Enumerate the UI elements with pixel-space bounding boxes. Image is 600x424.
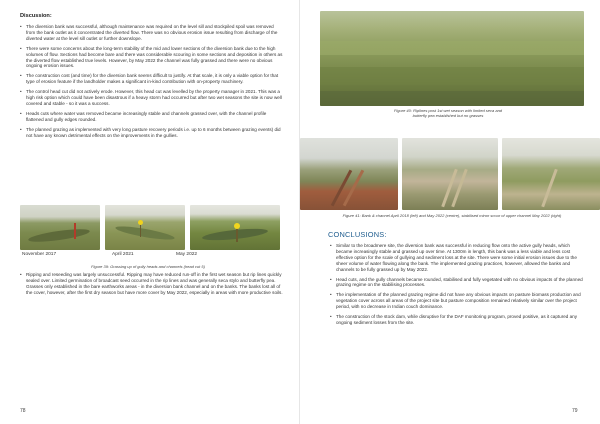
ripping-bullet-list	[20, 272, 284, 296]
gully-channel	[28, 227, 91, 245]
marker-post	[236, 228, 238, 242]
marker-post	[140, 224, 141, 237]
discussion-bullet: • The diversion bank was successful, although maintenance was required on the level sill and stockpiled spoil was removed from the bank outlet as it concentrated the diverted flow. There was no obvious erosion issue resulting from discharge of the diverted water at the level sill outlet or further downslope.	[20, 24, 284, 42]
photo-gully-2022	[190, 205, 280, 250]
conclusions-heading: CONCLUSIONS:	[328, 230, 387, 239]
photo-date-label: April 2021	[112, 252, 134, 257]
gully-channel	[115, 224, 175, 242]
conclusion-bullet: • The construction of the stock dam, while disruptive for the DAF monitoring program, proved positive, as it captured any ongoing sediment losses from the site.	[330, 314, 586, 326]
photo-riplines	[320, 11, 584, 106]
photo-date-label: May 2022	[176, 252, 198, 257]
photo-bank-2018	[300, 138, 398, 210]
figure-39-caption: Figure 39: Grassing up of gully heads and channels (head cut 5)	[91, 264, 205, 269]
discussion-bullet: • There were some concerns about the long-term stability of the mid and lower sections of the diversion bank due to the high volumes of flow. Sections had become bare and there was considerable scouring in some sections and deposition in others as the diverted flow established true levels. However, by May 2022 the channel was fully grassed and there were no obvious ongoing erosion issues.	[20, 46, 284, 70]
marker-stake	[74, 223, 76, 239]
discussion-bullet: • The planned grazing as implemented with very long pasture recovery periods i.e. up to 6 months between grazing events) did not have any known detrimental effects on the improvements in the gullies.	[20, 127, 284, 139]
figure-41-caption: Figure 41: Bank & channel April 2018 (left) and May 2022 (centre), stabilised minor scour of upper channel May 2022 (right)	[342, 213, 562, 218]
marker-cap	[138, 220, 143, 225]
discussion-bullet: • Heads cuts where water was removed became increasingly stable and channels grassed over, with the channel profile flattened and gully edges rounded.	[20, 111, 284, 123]
figure-40-caption: Figure 40: Riplines post 1st wet season with limited seca and butterfly pea established but no grasses	[393, 108, 503, 118]
page-number-left: 78	[20, 408, 26, 414]
discussion-bullet: • The control head cut did not actively erode. However, this head cut was levelled by the property manager in 2021. This was a high risk option which could have been disastrous if a heavy storm had occurred but after two wet seasons the site is now well covered and stable - so it was a success.	[20, 89, 284, 107]
photo-upper-channel-2022	[502, 138, 600, 210]
gully-channel	[202, 227, 269, 243]
discussion-bullet-list	[20, 24, 284, 143]
photo-bank-2022	[402, 138, 498, 210]
page-number-right: 79	[572, 408, 578, 414]
grassed-channel	[541, 169, 557, 208]
discussion-heading: Discussion:	[20, 13, 52, 19]
photo-gully-2021	[105, 205, 185, 250]
discussion-bullet: • The construction cost (and time) for the diversion bank seems difficult to justify. At that scale, it is only a viable option for that type of erosion feature if the landholder makes a significant in-kind contribution with on-property machinery.	[20, 73, 284, 85]
grass-band	[320, 41, 584, 55]
conclusion-bullet: • Head cuts, and the gully channels became rounded, stabilised and fully vegetated with no obvious impacts of the planned grazing regime on the stabilising processes.	[330, 277, 586, 289]
conclusion-bullet: • The implementation of the planned grazing regime did not have any obvious impacts on pasture biomass production and vegetation cover across all areas of the project site but pasture composition remained relatively similar over the project period, with no decrease in Indian couch dominance.	[330, 292, 586, 310]
conclusion-bullet: • Similar to the broadmere site, the diversion bank was successful in reducing flow onto the active gully heads, which became increasingly stable and grassed up over time. At 1300m in length, this bank was a less viable and less cost effective option for the scale of gullying and sediment loss at the site. There were some initial erosion issues due to the sheer volume of water flowing along the bank. The implemented grazing practices, however, allowed the banks and channels to be fully grassed up by May 2022.	[330, 243, 586, 273]
conclusions-bullet-list	[330, 243, 586, 330]
grass-band	[320, 67, 584, 85]
marker-cap	[234, 223, 240, 229]
grass-band	[320, 91, 584, 106]
bare-channel	[331, 170, 352, 207]
photo-gully-2017	[20, 205, 100, 250]
photo-date-label: November 2017	[22, 252, 57, 257]
discussion-bullet: • Ripping and reseeding was largely unsuccessful. Ripping may have reduced run-off in the first wet season but rip lines quickly sealed over. Limited germination of broadcast seed occurred in the rip lines and was generally seca stylo and butterfly pea. Grasses only established in the bare earthworks areas - in the diversion bank channel and on the banks. The banks lost all of the cover, however, after the first dry season but have more cover by May 2022, especially in areas with more productive soils.	[20, 272, 284, 296]
right-page	[300, 0, 600, 424]
